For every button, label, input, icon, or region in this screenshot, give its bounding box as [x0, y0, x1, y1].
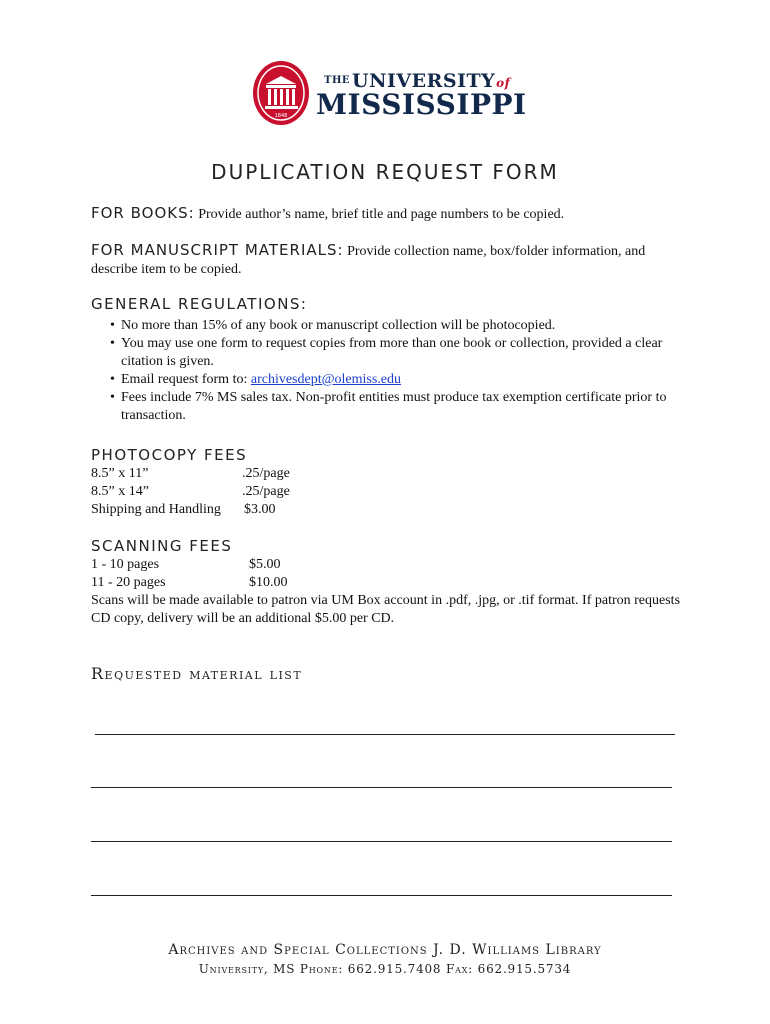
list-item: • You may use one form to request copies from more than one book or collection, provided a clear citation is given.: [91, 335, 691, 371]
logo-the: THE: [324, 75, 351, 86]
fee-value: $3.00: [244, 502, 276, 517]
footer-contact: University, MS Phone: 662.915.7408 Fax: 662.915.5734: [198, 962, 572, 976]
fee-label: 8.5” x 14”: [91, 484, 149, 499]
email-instruction: Email request form to:: [121, 372, 248, 387]
books-label: FOR BOOKS:: [91, 204, 195, 222]
fee-value: $5.00: [249, 557, 281, 572]
fee-label: 11 - 20 pages: [91, 575, 166, 590]
regulations-list: [91, 317, 691, 425]
scanning-heading: SCANNING FEES: [91, 537, 233, 555]
manuscripts-text: Provide collection name, box/folder information, and describe item to be copied.: [91, 244, 646, 277]
list-item: • Fees include 7% MS sales tax. Non-profit entities must produce tax exemption certificate prior to transaction.: [91, 389, 691, 425]
fee-label: 8.5” x 11”: [91, 466, 149, 481]
scanning-note: Scans will be made available to patron via UM Box account in .pdf, .jpg, or .tif format. If patron requests CD copy, delivery will be an additional $5.00 per CD.: [91, 593, 681, 626]
fee-label: 1 - 10 pages: [91, 557, 160, 572]
books-text: Provide author’s name, brief title and page numbers to be copied.: [198, 207, 565, 222]
requested-heading: Requested material list: [91, 664, 303, 683]
table-row: [91, 556, 281, 574]
lyceum-seal-icon: [252, 60, 310, 126]
logo-university: UNIVERSITY: [352, 70, 496, 92]
manuscripts-section: [91, 241, 691, 279]
material-line-3[interactable]: [91, 841, 672, 842]
logo-mississippi: MISSISSIPPI: [316, 88, 527, 121]
page-title: DUPLICATION REQUEST FORM: [211, 160, 559, 184]
regulations-heading: GENERAL REGULATIONS:: [91, 295, 308, 313]
material-line-1[interactable]: [95, 734, 675, 735]
material-line-2[interactable]: [91, 787, 672, 788]
material-line-4[interactable]: [91, 895, 672, 896]
seal-year: 1848: [274, 113, 288, 119]
table-row: [91, 574, 288, 592]
fee-value: $10.00: [249, 575, 288, 590]
manuscripts-label: FOR MANUSCRIPT MATERIALS:: [91, 241, 344, 259]
table-row: [91, 483, 290, 501]
table-row: [91, 465, 290, 483]
email-link[interactable]: archivesdept@olemiss.edu: [250, 372, 401, 387]
table-row: [91, 501, 276, 519]
list-item: • No more than 15% of any book or manuscript collection will be photocopied.: [91, 317, 691, 335]
fee-value: .25/page: [242, 466, 290, 481]
fee-label: Shipping and Handling: [91, 502, 221, 517]
university-logo: [252, 58, 527, 128]
list-item: [91, 371, 691, 389]
footer-library: Archives and Special Collections J. D. Williams Library: [168, 942, 602, 958]
logo-of: of: [496, 76, 511, 90]
photocopy-heading: PHOTOCOPY FEES: [91, 446, 248, 464]
fee-value: .25/page: [242, 484, 290, 499]
books-section: [91, 204, 691, 224]
